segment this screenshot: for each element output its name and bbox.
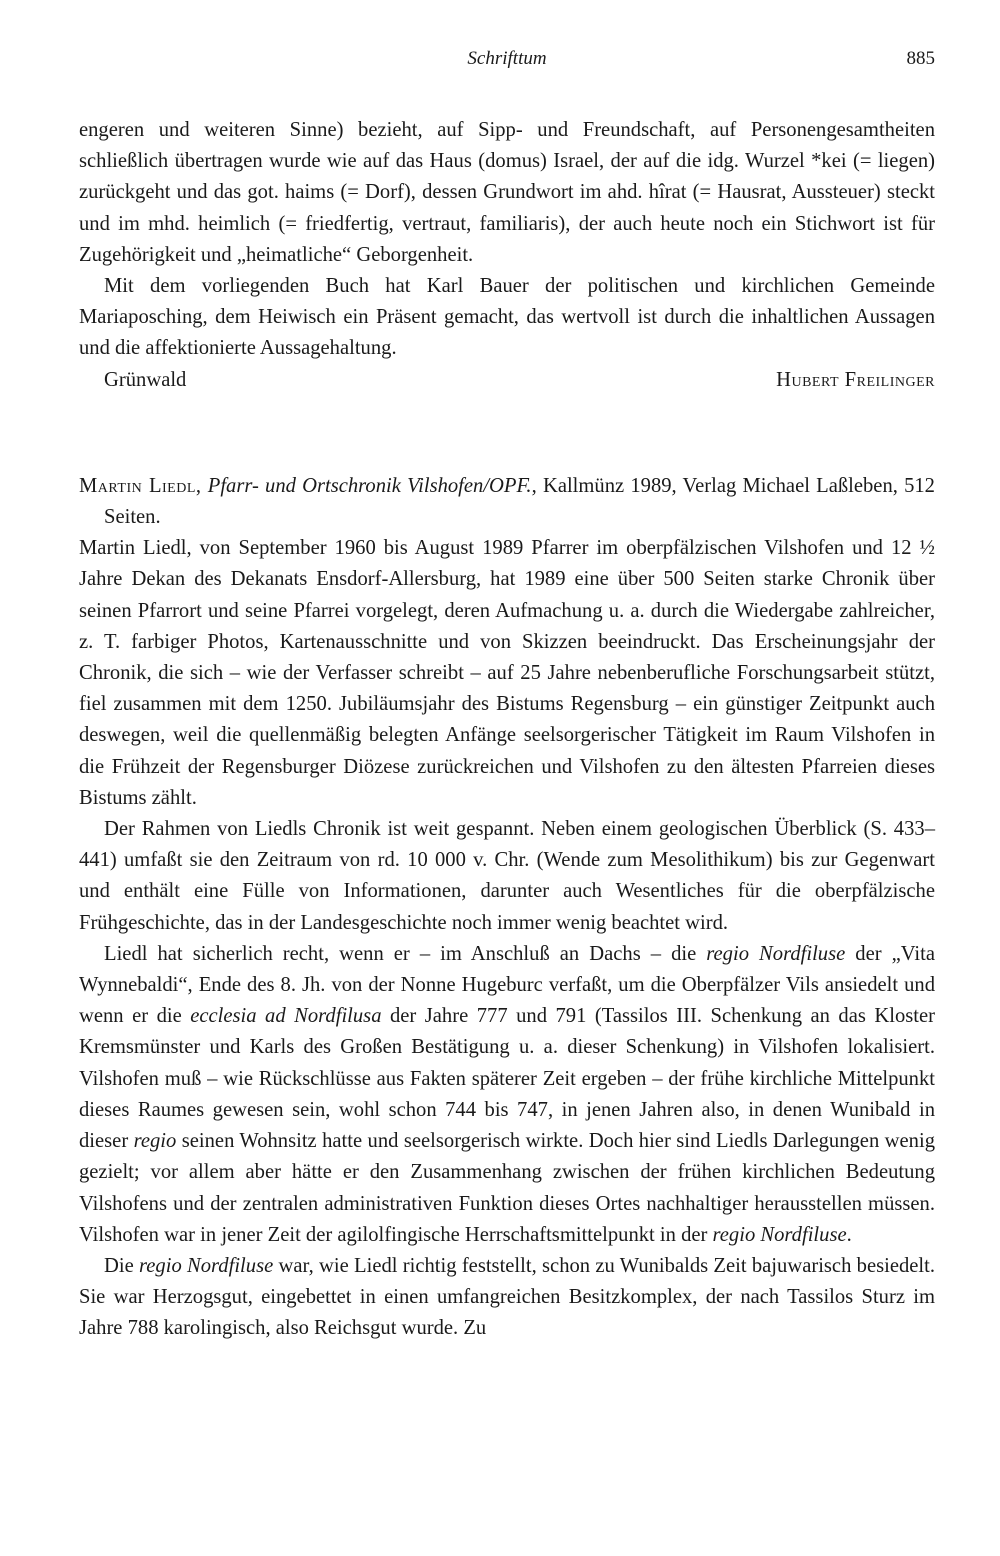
text-run: der Jahre 777 und 791 (Tassilos III. Schenkung an das Kloster Kremsmünster und Karls des Großen Bestätigung u. a. dieser Schenkung) in Vilshofen lokalisiert. Vilshofen muß – wie Rückschlüsse aus Fakten späterer Zeit ergeben – der frühe kirchliche Mittelpunkt dieses Raumes gewesen sein, wohl schon 744 bis 747, in jenen Jahren also, in denen Wunibald in dieser xyxy=(79,1005,935,1153)
text-run: der „Vita Wynnebaldi“, Ende des 8. Jh. von der Nonne Hugeburc verfaßt, um die Oberpfälzer Vils ansiedelt und wenn er die xyxy=(79,942,935,1028)
italic-term: ecclesia ad Nordfilusa xyxy=(190,1005,382,1028)
page-number: 885 xyxy=(906,48,935,69)
review1-final-paragraph: Mit dem vorliegenden Buch hat Karl Bauer der politischen und kirchlichen Gemeinde Mariaposching, dem Heiwisch ein Präsent gemacht, das wertvoll ist durch die inhaltlichen Aussagen und die affektionierte Aussagehaltung. xyxy=(79,275,935,360)
review2-publication: , Kallmünz 1989, Verlag Michael Laßleben, 512 Seiten. xyxy=(104,474,935,529)
review1-paragraph-continued: engeren und weiteren Sinne) bezieht, auf Sipp- und Freundschaft, auf Personengesamtheiten schließlich übertragen wurde wie auf das Haus (domus) Israel, der auf die idg. Wurzel *kei (= liegen) zurückgeht und das got. haims (= Dorf), dessen Grundwort im ahd. hîrat (= Hausrat, Aussteuer) steckt und im mhd. heimlich (= friedfertig, vertraut, familiaris), der auch heute noch ein Stichwort ist für Zugehörigkeit und „heimatliche“ Geborgenheit. xyxy=(79,119,935,266)
review2-bibliographic-entry xyxy=(79,471,935,533)
review2-paragraph-3 xyxy=(79,939,935,1251)
text-run: Die xyxy=(104,1254,140,1277)
review2-paragraph-1: Martin Liedl, von September 1960 bis August 1989 Pfarrer im oberpfälzischen Vilshofen und 12 ½ Jahre Dekan des Dekanats Ensdorf-Allersburg, hat 1989 eine über 500 Seiten starke Chronik über seinen Pfarrort und seine Pfarrei vorgelegt, deren Aufmachung u. a. durch die Wiedergabe zahlreicher, z. T. farbiger Photos, Kartenausschnitte und von Skizzen beeindruckt. Das Erscheinungsjahr der Chronik, die sich – wie der Verfasser schreibt – auf 25 Jahre nebenberufliche Forschungsarbeit stützt, fiel zusammen mit dem 1250. Jubiläumsjahr des Bistums Regensburg – ein günstiger Zeitpunkt auch deswegen, weil die quellenmäßig belegten Anfänge seelsorgerischer Tätigkeit im Raum Vilshofen in die Frühzeit der Regensburger Diözese zurückreichen und Vilshofen zu den ältesten Pfarreien dieses Bistums zählt. xyxy=(79,537,935,809)
review1-signature xyxy=(79,365,935,396)
review2-book-title: Pfarr- und Ortschronik Vilshofen/OPF. xyxy=(207,474,532,497)
review2-author: Martin Liedl, xyxy=(79,474,202,497)
review2-paragraph-4 xyxy=(79,1251,935,1345)
running-head xyxy=(79,48,935,78)
text-run: . xyxy=(846,1223,852,1246)
review2-paragraph-2: Der Rahmen von Liedls Chronik ist weit gespannt. Neben einem geologischen Überblick (S. 433–441) umfaßt sie den Zeitraum von rd. 10 000 v. Chr. (Wende zum Mesolithikum) bis zur Gegenwart und enthält eine Fülle von Informationen, darunter auch Wesentliches für die oberpfälzische Frühgeschichte, das in der Landesgeschichte noch immer wenig beachtet wird. xyxy=(79,818,935,934)
review1-reviewer: Hubert Freilinger xyxy=(776,368,935,391)
running-title: Schrifttum xyxy=(467,48,547,69)
review1-place: Grünwald xyxy=(104,368,187,391)
italic-term: regio Nordfiluse xyxy=(139,1254,274,1277)
text-run: seinen Wohnsitz hatte und seelsorgerisch wirkte. Doch hier sind Liedls Darlegungen wenig gezielt; vor allem aber hätte er den Zusammenhang zwischen der frühen kirchlichen Bedeutung Vilshofens und der zentralen administrativen Funktion dieses Ortes nachhaltiger herausstellen müssen. Vilshofen war in jener Zeit der agilolfingische Herrschaftsmittelpunkt in der xyxy=(79,1130,935,1246)
text-run: war, wie Liedl richtig feststellt, schon zu Wunibalds Zeit bajuwarisch besiedelt. Sie war Herzogsgut, eingebettet in einen umfangreichen Besitzkomplex, der nach Tassilos Sturz im Jahre 788 karolingisch, also Reichsgut wurde. Zu xyxy=(79,1254,935,1340)
italic-term: regio Nordfiluse xyxy=(706,942,846,965)
text-run: Liedl hat sicherlich recht, wenn er – im Anschluß an Dachs – die xyxy=(104,942,707,965)
section-gap xyxy=(79,396,935,471)
italic-term: regio Nordfiluse xyxy=(712,1223,847,1246)
text-body xyxy=(79,115,935,1345)
italic-term: regio xyxy=(133,1130,177,1153)
